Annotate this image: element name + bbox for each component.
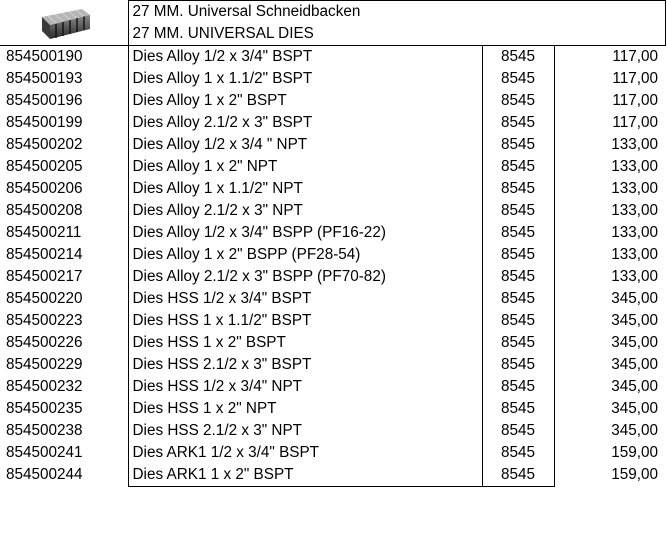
article-number-cell: 854500214 bbox=[6, 246, 83, 263]
article-number-cell: 854500193 bbox=[6, 70, 83, 87]
product-image-cell bbox=[0, 1, 128, 46]
article-number-cell: 854500232 bbox=[6, 378, 83, 395]
article-number-cell: 854500206 bbox=[6, 180, 83, 197]
header-row-german bbox=[0, 1, 665, 24]
table-row bbox=[0, 420, 665, 442]
price-cell: 345,00 bbox=[611, 312, 658, 329]
article-number-cell: 854500196 bbox=[6, 92, 83, 109]
description-cell: Dies Alloy 1 x 1.1/2" BSPT bbox=[128, 68, 482, 90]
description-cell: Dies ARK1 1/2 x 3/4" BSPT bbox=[128, 442, 482, 464]
price-cell: 133,00 bbox=[611, 180, 658, 197]
tariff-code-cell: 8545 bbox=[482, 68, 554, 90]
tariff-code-cell: 8545 bbox=[482, 156, 554, 178]
description-cell: Dies Alloy 2.1/2 x 3" NPT bbox=[128, 200, 482, 222]
table-row bbox=[0, 266, 665, 288]
article-number-cell: 854500238 bbox=[6, 422, 83, 439]
price-cell: 159,00 bbox=[611, 444, 658, 461]
description-cell: Dies Alloy 2.1/2 x 3" BSPT bbox=[128, 112, 482, 134]
article-number-cell: 854500244 bbox=[6, 466, 83, 484]
tariff-code-cell: 8545 bbox=[482, 464, 554, 487]
price-cell: 117,00 bbox=[612, 92, 658, 109]
tariff-code-cell: 8545 bbox=[482, 354, 554, 376]
tariff-code-cell: 8545 bbox=[482, 134, 554, 156]
price-cell: 133,00 bbox=[611, 202, 658, 219]
description-cell: Dies Alloy 1 x 1.1/2" NPT bbox=[128, 178, 482, 200]
table-row bbox=[0, 112, 665, 134]
price-cell: 345,00 bbox=[611, 422, 658, 439]
description-cell: Dies HSS 1 x 1.1/2" BSPT bbox=[128, 310, 482, 332]
tariff-code-cell: 8545 bbox=[482, 244, 554, 266]
tariff-code-cell: 8545 bbox=[482, 376, 554, 398]
tariff-code-cell: 8545 bbox=[482, 200, 554, 222]
article-number-cell: 854500202 bbox=[6, 136, 83, 153]
description-cell: Dies Alloy 1 x 2" BSPT bbox=[128, 90, 482, 112]
description-cell: Dies Alloy 1 x 2" NPT bbox=[128, 156, 482, 178]
article-number-cell: 854500226 bbox=[6, 334, 83, 351]
price-cell: 117,00 bbox=[612, 114, 658, 131]
description-cell: Dies HSS 2.1/2 x 3" BSPT bbox=[128, 354, 482, 376]
article-number-cell: 854500223 bbox=[6, 312, 83, 329]
description-cell: Dies Alloy 1/2 x 3/4" BSPP (PF16-22) bbox=[128, 222, 482, 244]
title-english: 27 MM. UNIVERSAL DIES bbox=[128, 23, 665, 46]
price-cell: 345,00 bbox=[611, 378, 658, 395]
table-row bbox=[0, 288, 665, 310]
article-number-cell: 854500229 bbox=[6, 356, 83, 373]
article-number-cell: 854500208 bbox=[6, 202, 83, 219]
price-cell: 133,00 bbox=[611, 268, 658, 285]
table-row bbox=[0, 68, 665, 90]
tariff-code-cell: 8545 bbox=[482, 310, 554, 332]
article-number-cell: 854500220 bbox=[6, 290, 83, 307]
article-number-cell: 854500217 bbox=[6, 268, 83, 285]
tariff-code-cell: 8545 bbox=[482, 288, 554, 310]
price-cell: 133,00 bbox=[611, 246, 658, 263]
table-row bbox=[0, 442, 665, 464]
table-row bbox=[0, 244, 665, 266]
description-cell: Dies Alloy 1/2 x 3/4 " NPT bbox=[128, 134, 482, 156]
table-row bbox=[0, 354, 665, 376]
price-cell: 345,00 bbox=[611, 356, 658, 373]
price-cell: 133,00 bbox=[611, 136, 658, 153]
description-cell: Dies HSS 1 x 2" NPT bbox=[128, 398, 482, 420]
article-number-cell: 854500241 bbox=[6, 444, 83, 461]
description-cell: Dies HSS 1 x 2" BSPT bbox=[128, 332, 482, 354]
description-cell: Dies HSS 1/2 x 3/4" BSPT bbox=[128, 288, 482, 310]
description-cell: Dies Alloy 2.1/2 x 3" BSPP (PF70-82) bbox=[128, 266, 482, 288]
table-row bbox=[0, 376, 665, 398]
price-cell: 345,00 bbox=[611, 334, 658, 351]
table-row bbox=[0, 464, 665, 487]
description-cell: Dies Alloy 1/2 x 3/4" BSPT bbox=[128, 46, 482, 69]
table-row bbox=[0, 90, 665, 112]
table-row bbox=[0, 200, 665, 222]
threading-dies-icon bbox=[36, 7, 92, 41]
description-cell: Dies HSS 1/2 x 3/4" NPT bbox=[128, 376, 482, 398]
table-row bbox=[0, 134, 665, 156]
table-row bbox=[0, 178, 665, 200]
table-row bbox=[0, 222, 665, 244]
tariff-code-cell: 8545 bbox=[482, 266, 554, 288]
table-row bbox=[0, 398, 665, 420]
price-cell: 117,00 bbox=[612, 70, 658, 87]
title-german: 27 MM. Universal Schneidbacken bbox=[128, 1, 665, 24]
price-cell: 159,00 bbox=[611, 466, 658, 484]
article-number-cell: 854500205 bbox=[6, 158, 83, 175]
price-cell: 345,00 bbox=[611, 290, 658, 307]
tariff-code-cell: 8545 bbox=[482, 178, 554, 200]
tariff-code-cell: 8545 bbox=[482, 398, 554, 420]
price-cell: 117,00 bbox=[554, 46, 665, 69]
description-cell: Dies ARK1 1 x 2" BSPT bbox=[128, 464, 482, 487]
tariff-code-cell: 8545 bbox=[482, 112, 554, 134]
article-number-cell: 854500199 bbox=[6, 114, 83, 131]
table-row bbox=[0, 156, 665, 178]
table-row bbox=[0, 310, 665, 332]
tariff-code-cell: 8545 bbox=[482, 46, 554, 69]
price-cell: 133,00 bbox=[611, 224, 658, 241]
tariff-code-cell: 8545 bbox=[482, 420, 554, 442]
article-number-cell: 854500190 bbox=[6, 48, 83, 65]
article-number-cell: 854500211 bbox=[6, 224, 82, 241]
table-row bbox=[0, 46, 665, 69]
price-cell: 345,00 bbox=[611, 400, 658, 417]
tariff-code-cell: 8545 bbox=[482, 442, 554, 464]
tariff-code-cell: 8545 bbox=[482, 90, 554, 112]
description-cell: Dies Alloy 1 x 2" BSPP (PF28-54) bbox=[128, 244, 482, 266]
description-cell: Dies HSS 2.1/2 x 3" NPT bbox=[128, 420, 482, 442]
tariff-code-cell: 8545 bbox=[482, 332, 554, 354]
tariff-code-cell: 8545 bbox=[482, 222, 554, 244]
table-row bbox=[0, 332, 665, 354]
article-number-cell: 854500235 bbox=[6, 400, 83, 417]
price-cell: 133,00 bbox=[611, 158, 658, 175]
